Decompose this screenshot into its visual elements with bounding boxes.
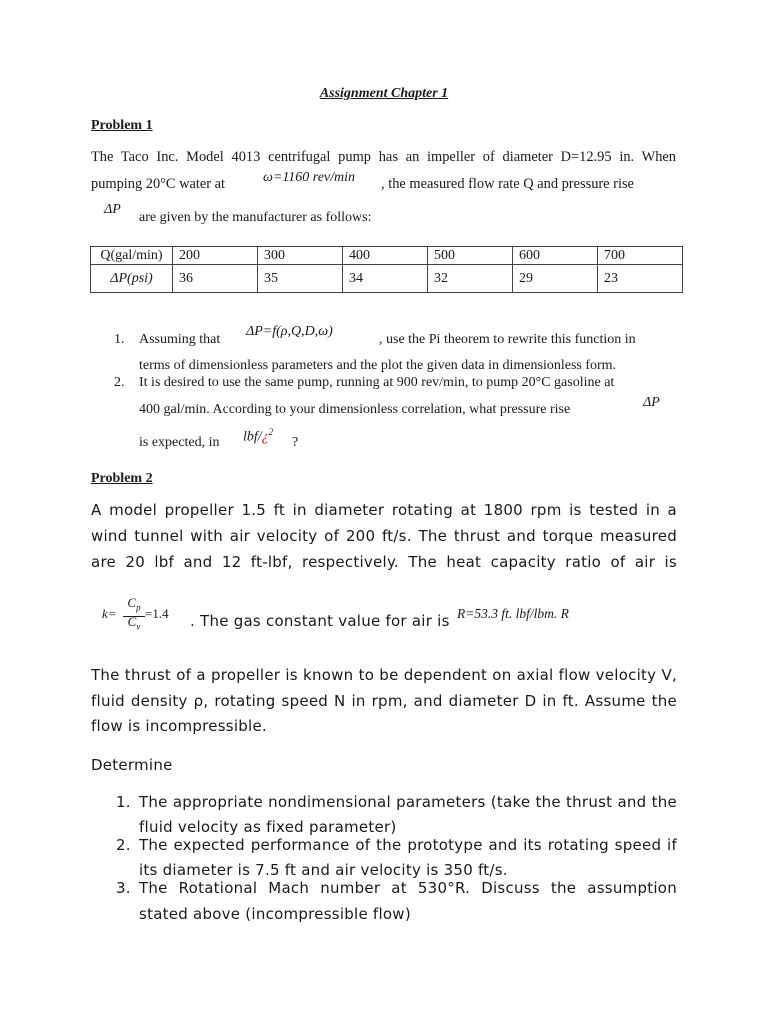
table-cell: 400 xyxy=(343,247,428,265)
k-fraction-denominator xyxy=(123,614,145,635)
table-cell: 23 xyxy=(598,265,683,293)
table-cell: 36 xyxy=(173,265,258,293)
r-equation: R=53.3 ft. lbf/lbm. R xyxy=(457,606,569,621)
table-cell: 29 xyxy=(513,265,598,293)
table-cell: 35 xyxy=(258,265,343,293)
table-row-label-q: Q(gal/min) xyxy=(91,247,173,265)
problem-1-line-3: are given by the manufacturer as follows: xyxy=(139,210,372,225)
k-equation-lhs: k= xyxy=(102,606,117,621)
delta-p-symbol-2: ΔP xyxy=(643,395,660,410)
problem-2-heading: Problem 2 xyxy=(91,471,153,486)
problem-1-line-1: The Taco Inc. Model 4013 centrifugal pump has an impeller of diameter D=12.95 in. When xyxy=(91,149,676,165)
table-cell: 300 xyxy=(258,247,343,265)
table-cell: 600 xyxy=(513,247,598,265)
table-row xyxy=(91,247,683,265)
table-row xyxy=(91,265,683,293)
list-number: 2. xyxy=(116,836,131,854)
item-1-text-a: Assuming that xyxy=(139,332,221,347)
problem-2-para2-line-2: fluid density ρ, rotating speed N in rpm, and diameter D in ft. Assume the xyxy=(91,692,677,710)
table-cell: 500 xyxy=(428,247,513,265)
omega-equation: ω=1160 rev/min xyxy=(263,170,356,185)
table-cell: 34 xyxy=(343,265,428,293)
item-1-text-c: terms of dimensionless parameters and the plot the given data in dimensionless form. xyxy=(139,358,617,373)
cp-subscript: p xyxy=(136,602,141,613)
list-number: 2. xyxy=(114,375,125,390)
function-equation: ΔP=f(ρ,Q,D,ω) xyxy=(246,324,333,339)
cv-symbol: C xyxy=(127,614,137,629)
delta-p-symbol: ΔP xyxy=(104,202,121,217)
unit-exponent: 2 xyxy=(268,427,274,437)
table-cell: 700 xyxy=(598,247,683,265)
list-number: 1. xyxy=(114,332,125,347)
unit-glyph: ¿ xyxy=(261,429,269,445)
table-row-label-dp: ΔP(psi) xyxy=(91,265,173,293)
problem-2-para2-line-1: The thrust of a propeller is known to be dependent on axial flow velocity V, xyxy=(91,666,677,684)
problem-2-line-2: wind tunnel with air velocity of 200 ft/s. The thrust and torque measured xyxy=(91,527,677,545)
table-cell: 32 xyxy=(428,265,513,293)
question-mark: ? xyxy=(292,435,299,450)
pump-data-table xyxy=(90,246,683,293)
cv-subscript: v xyxy=(136,621,141,632)
cp-symbol: C xyxy=(127,595,137,610)
gas-constant-text: . The gas constant value for air is xyxy=(190,612,450,630)
table-cell: 200 xyxy=(173,247,258,265)
list-item-1-line-1: The appropriate nondimensional parameters (take the thrust and the xyxy=(139,793,677,811)
list-item-1-line-2: fluid velocity as fixed parameter) xyxy=(139,818,397,836)
problem-1-heading: Problem 1 xyxy=(91,118,153,133)
problem-1-line-2b: , the measured flow rate Q and pressure rise xyxy=(381,176,634,192)
list-item-2-line-2: its diameter is 7.5 ft and air velocity is 350 ft/s. xyxy=(139,861,508,879)
item-2-text-c: is expected, in xyxy=(139,435,220,450)
unit-expression xyxy=(243,427,273,446)
list-item-2-line-1: The expected performance of the prototype and its rotating speed if xyxy=(139,836,677,854)
unit-text: lbf/ xyxy=(243,429,262,445)
problem-2-para2-line-3: flow is incompressible. xyxy=(91,717,267,735)
problem-2-line-1: A model propeller 1.5 ft in diameter rotating at 1800 rpm is tested in a xyxy=(91,501,677,519)
item-1-text-b: , use the Pi theorem to rewrite this function in xyxy=(379,332,636,347)
list-number: 1. xyxy=(116,793,131,811)
determine-label: Determine xyxy=(91,756,173,774)
list-item-3-line-1: The Rotational Mach number at 530°R. Discuss the assumption xyxy=(139,879,677,897)
problem-1-line-2a: pumping 20°C water at xyxy=(91,176,226,192)
list-item-3-line-2: stated above (incompressible flow) xyxy=(139,905,411,923)
item-2-text-b: 400 gal/min. According to your dimensionless correlation, what pressure rise xyxy=(139,402,571,417)
list-number: 3. xyxy=(116,879,131,897)
k-equation-rhs: =1.4 xyxy=(145,606,169,621)
problem-2-line-3: are 20 lbf and 12 ft-lbf, respectively. The heat capacity ratio of air is xyxy=(91,553,677,571)
item-2-text-a: It is desired to use the same pump, running at 900 rev/min, to pump 20°C gasoline at xyxy=(139,375,615,390)
page-title: Assignment Chapter 1 xyxy=(319,86,449,101)
